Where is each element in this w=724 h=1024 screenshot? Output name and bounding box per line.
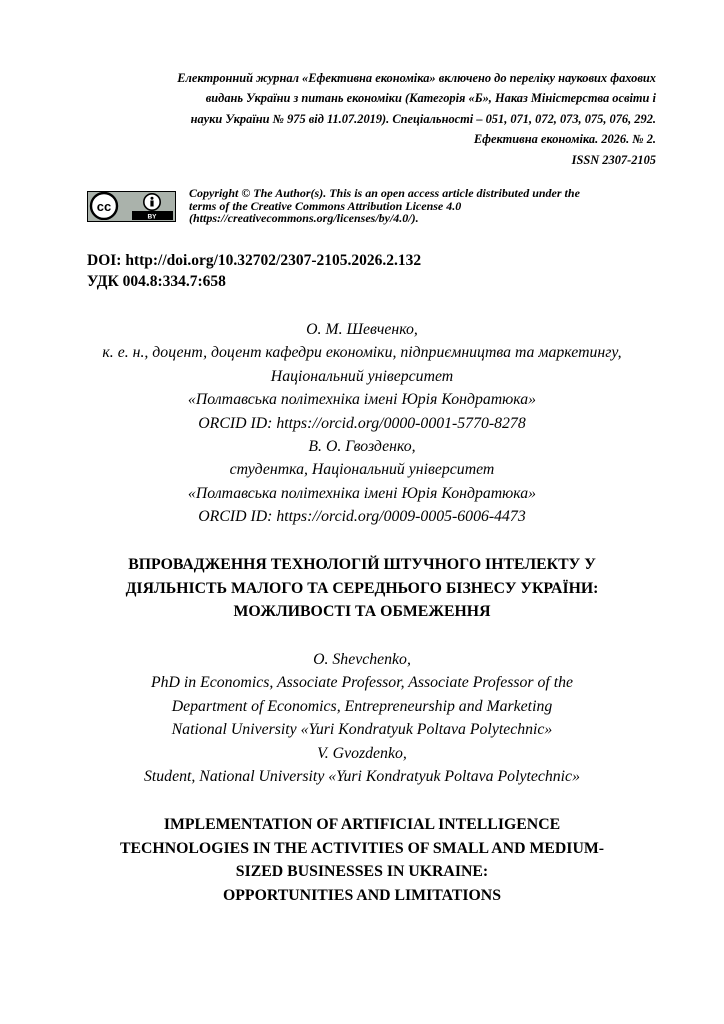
license-line: Copyright © The Author(s). This is an open access article distributed under the — [189, 186, 580, 200]
author-affiliation: PhD in Economics, Associate Professor, Associate Professor of the — [150, 674, 574, 692]
udc-code: УДК 004.8:334.7:658 — [87, 273, 226, 290]
author-name: V. Gvozdenko, — [317, 744, 407, 762]
badge-label: BY — [147, 213, 157, 220]
license-line: terms of the Creative Commons Attribution License 4.0 — [189, 198, 462, 213]
doi-link[interactable]: DOI: http://doi.org/10.32702/2307-2105.2026.2.132 — [87, 252, 422, 269]
journal-header — [80, 68, 656, 170]
journal-issue-line: Ефективна економіка. 2026. № 2. — [473, 132, 656, 147]
cc-by-icon[interactable] — [87, 191, 176, 222]
license-link[interactable]: (https://creativecommons.org/licenses/by/4.0/). — [189, 211, 419, 226]
title-english — [40, 813, 684, 907]
author-name: В. О. Гвозденко, — [308, 438, 416, 456]
title-line: МОЖЛИВОСТІ ТА ОБМЕЖЕННЯ — [233, 603, 491, 621]
title-ukrainian — [40, 553, 684, 624]
journal-header-line: науки України № 975 від 11.07.2019). Спеціальності – 051, 071, 072, 073, 075, 076, 292. — [190, 111, 656, 126]
title-line: TECHNOLOGIES IN THE ACTIVITIES OF SMALL AND MEDIUM- — [119, 839, 605, 857]
issn-line: ISSN 2307-2105 — [571, 152, 656, 167]
journal-header-line: видань України з питань економіки (Категорія «Б», Наказ Міністерства освіти і — [205, 91, 656, 106]
author-affiliation: к. е. н., доцент, доцент кафедри економіки, підприємництва та маркетингу, — [102, 344, 622, 362]
authors-ukrainian — [40, 318, 684, 529]
author-name: О. М. Шевченко, — [306, 321, 418, 338]
journal-header-line: Електронний журнал «Ефективна економіка» включено до переліку наукових фахових — [177, 71, 656, 85]
title-line: ВПРОВАДЖЕННЯ ТЕХНОЛОГІЙ ШТУЧНОГО ІНТЕЛЕКТУ У — [128, 556, 596, 573]
license-block — [87, 187, 657, 233]
identifiers — [87, 250, 421, 292]
license-text — [189, 187, 657, 225]
author-affiliation: Національний університет — [270, 367, 454, 385]
author-affiliation: Student, National University «Yuri Kondratyuk Poltava Polytechnic» — [144, 768, 580, 786]
author-name: O. Shevchenko, — [313, 651, 411, 668]
author-affiliation: «Полтавська політехніка імені Юрія Кондратюка» — [187, 484, 537, 502]
cc-by-graphic — [88, 192, 174, 220]
authors-english — [40, 648, 684, 788]
title-line: SIZED BUSINESSES IN UKRAINE: — [235, 863, 489, 881]
author-affiliation: National University «Yuri Kondratyuk Poltava Polytechnic» — [171, 721, 553, 739]
svg-text:cc: cc — [96, 198, 112, 214]
title-line: ДІЯЛЬНІСТЬ МАЛОГО ТА СЕРЕДНЬОГО БІЗНЕСУ УКРАЇНИ: — [125, 579, 599, 597]
orcid-link[interactable]: ORCID ID: https://orcid.org/0000-0001-5770-8278 — [198, 414, 526, 432]
title-line: OPPORTUNITIES AND LIMITATIONS — [223, 886, 501, 904]
author-affiliation: студентка, Національний університет — [229, 461, 495, 479]
author-affiliation: Department of Economics, Entrepreneurship and Marketing — [171, 697, 553, 715]
author-affiliation: «Полтавська політехніка імені Юрія Кондратюка» — [187, 391, 537, 409]
orcid-link[interactable]: ORCID ID: https://orcid.org/0009-0005-6006-4473 — [198, 508, 526, 526]
title-line: IMPLEMENTATION OF ARTIFICIAL INTELLIGENCE — [163, 816, 561, 833]
